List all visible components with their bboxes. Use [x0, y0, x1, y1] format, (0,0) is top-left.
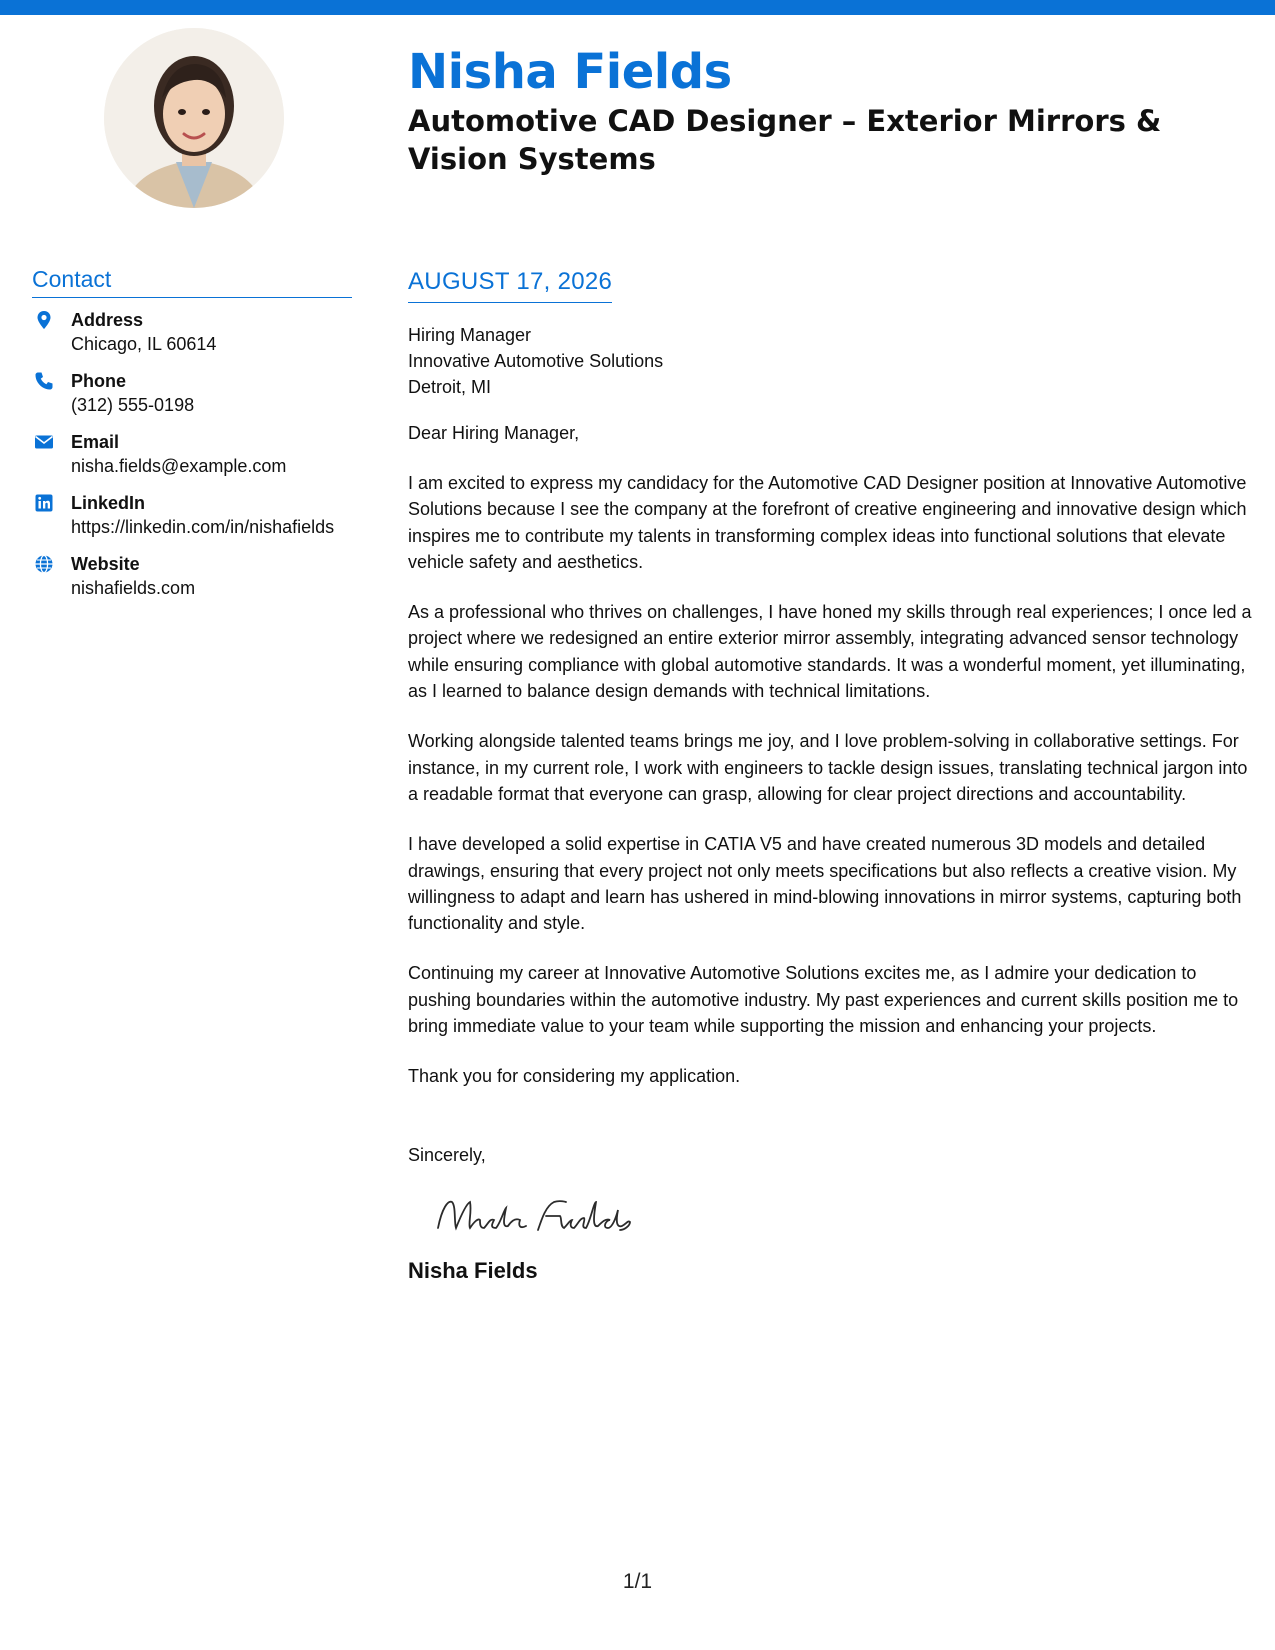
recipient-block [408, 322, 1253, 400]
paragraph-intro: I am excited to express my candidacy for the Automotive CAD Designer position at Innovative Automotive Solutions because I see the company at the forefront of creative engineering and innovative design which inspires me to contribute my talents in transforming complex ideas into functional solutions that elevate vehicle safety and aesthetics. [408, 473, 1247, 572]
paragraph-expertise: I have developed a solid expertise in CATIA V5 and have created numerous 3D models and detailed drawings, ensuring that every project not only meets specifications but also reflects a creative vision. My willingness to adapt and learn has ushered in mind-blowing innovations in mirror systems, capturing both functionality and style. [408, 834, 1242, 934]
signer-name: Nisha Fields [408, 1257, 538, 1283]
linkedin-label: LinkedIn [71, 493, 146, 513]
recipient-company: Innovative Automotive Solutions [408, 351, 664, 371]
page-number: 1/1 [622, 1570, 653, 1593]
contact-item-address [32, 308, 352, 356]
contact-item-linkedin [32, 491, 352, 539]
contact-section [32, 266, 352, 613]
contact-item-email [32, 430, 352, 478]
phone-icon [34, 371, 54, 391]
linkedin-value[interactable]: https://linkedin.com/in/nishafields [71, 517, 335, 537]
email-label: Email [71, 432, 120, 452]
paragraph-experience: As a professional who thrives on challenges, I have honed my skills through real experiences; I once led a project where we redesigned an entire exterior mirror assembly, integrating advanced sensor technology while ensuring compliance with global automotive standards. It was a wonderful moment, yet illuminating, as I learned to balance design demands with technical limitations. [408, 602, 1252, 702]
paragraph-motivation: Continuing my career at Innovative Automotive Solutions excites me, as I admire your dedication to pushing boundaries within the automotive industry. My past experiences and current skills position me to bring immediate value to your team while supporting the mission and enhancing your projects. [408, 963, 1239, 1037]
address-value: Chicago, IL 60614 [71, 334, 217, 354]
contact-item-website [32, 552, 352, 600]
candidate-name: Nisha Fields [408, 44, 732, 100]
website-label: Website [71, 554, 140, 574]
linkedin-icon [34, 493, 54, 513]
paragraph-teamwork: Working alongside talented teams brings me joy, and I love problem-solving in collaborative settings. For instance, in my current role, I work with engineers to tackle design issues, translating technical jargon into a readable format that everyone can grasp, allowing for clear project directions and accountability. [408, 731, 1248, 804]
phone-label: Phone [71, 371, 127, 391]
contact-item-phone [32, 369, 352, 417]
salutation: Dear Hiring Manager, [408, 423, 580, 443]
email-value: nisha.fields@example.com [71, 456, 287, 476]
paragraph-thanks: Thank you for considering my application. [408, 1066, 741, 1087]
globe-icon [34, 554, 54, 574]
recipient-location: Detroit, MI [408, 377, 492, 397]
contact-title: Contact [32, 266, 352, 298]
letter-date: AUGUST 17, 2026 [408, 268, 612, 303]
phone-value: (312) 555-0198 [71, 395, 195, 415]
closing: Sincerely, [408, 1144, 486, 1165]
letter-body [408, 268, 1253, 1284]
top-accent-bar [0, 0, 1275, 15]
website-value[interactable]: nishafields.com [71, 578, 196, 598]
address-label: Address [71, 310, 144, 330]
map-pin-icon [34, 310, 54, 330]
email-icon [34, 432, 54, 452]
profile-photo [104, 28, 284, 208]
recipient-title: Hiring Manager [408, 325, 532, 345]
handwritten-signature [434, 1188, 1253, 1244]
job-headline: Automotive CAD Designer – Exterior Mirrors & Vision Systems [408, 104, 1162, 176]
